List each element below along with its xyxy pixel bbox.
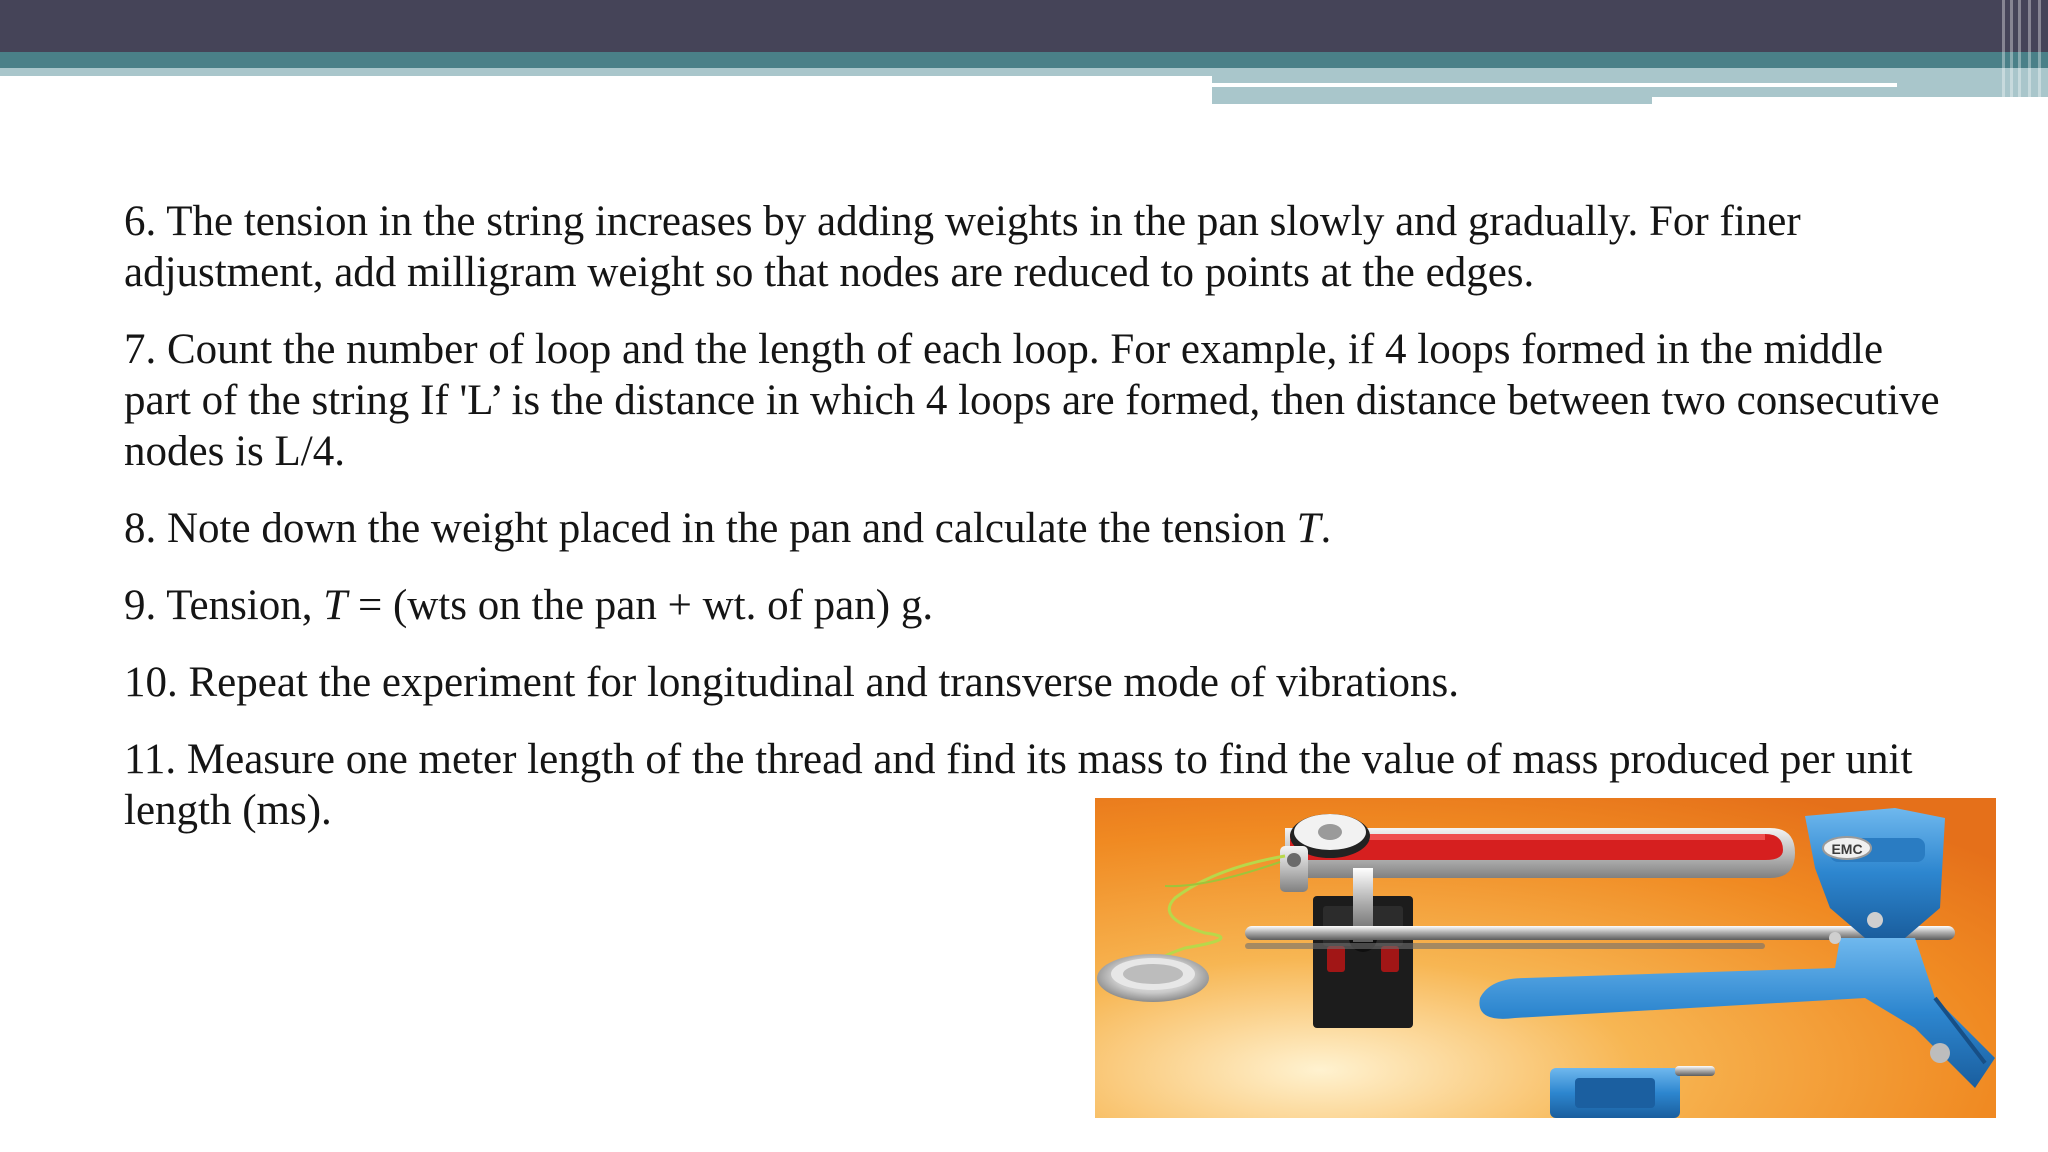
thumb-screw [1930, 1043, 1950, 1063]
step-8-text: 8. Note down the weight placed in the pan and calculate the tension [124, 505, 1297, 552]
step-9-text: 9. Tension, [124, 582, 324, 629]
step-6-text: 6. The tension in the string increases by adding weights in the pan slowly and gradually. For finer adjustment, add milligram weight so that nodes are reduced to points at the edges. [124, 198, 1801, 296]
apparatus-photo [1095, 798, 1996, 1118]
scale-pan [1097, 954, 1209, 1002]
header-band-dark [0, 0, 2048, 52]
step-9 [124, 580, 1944, 631]
tension-symbol: T [1296, 505, 1321, 552]
header-band-light-left [0, 68, 1212, 76]
emc-logo [1823, 837, 1871, 859]
step-9-formula: = (wts on the pan + wt. of pan) g. [347, 582, 934, 629]
step-7 [124, 324, 1944, 477]
svg-text:EMC: EMC [1831, 841, 1863, 857]
header-band-teal [0, 52, 2048, 68]
tension-symbol: T [323, 582, 348, 629]
header-white-line-secondary [1652, 97, 2048, 104]
step-10-text: 10. Repeat the experiment for longitudinal and transverse mode of vibrations. [124, 659, 1460, 706]
header-white-line [1212, 83, 1897, 87]
step-6 [124, 196, 1944, 298]
step-8-end: . [1320, 505, 1332, 552]
step-11-text: 11. Measure one meter length of the thread and find its mass to find the value of mass produced per unit length (ms). [124, 736, 1913, 834]
procedure-steps [124, 196, 1944, 862]
guide-rod-lower [1245, 943, 1765, 949]
step-8 [124, 503, 1944, 554]
header-stripes [1998, 0, 2048, 104]
guide-rod [1245, 926, 1955, 940]
step-7-text: 7. Count the number of loop and the length of each loop. For example, if 4 loops formed in the middle part of the string If 'L’ is the distance in which 4 loops are formed, then distance between two consecutive nodes is L/4. [124, 326, 1940, 475]
step-10 [124, 657, 1944, 708]
left-clamp [1280, 846, 1308, 892]
